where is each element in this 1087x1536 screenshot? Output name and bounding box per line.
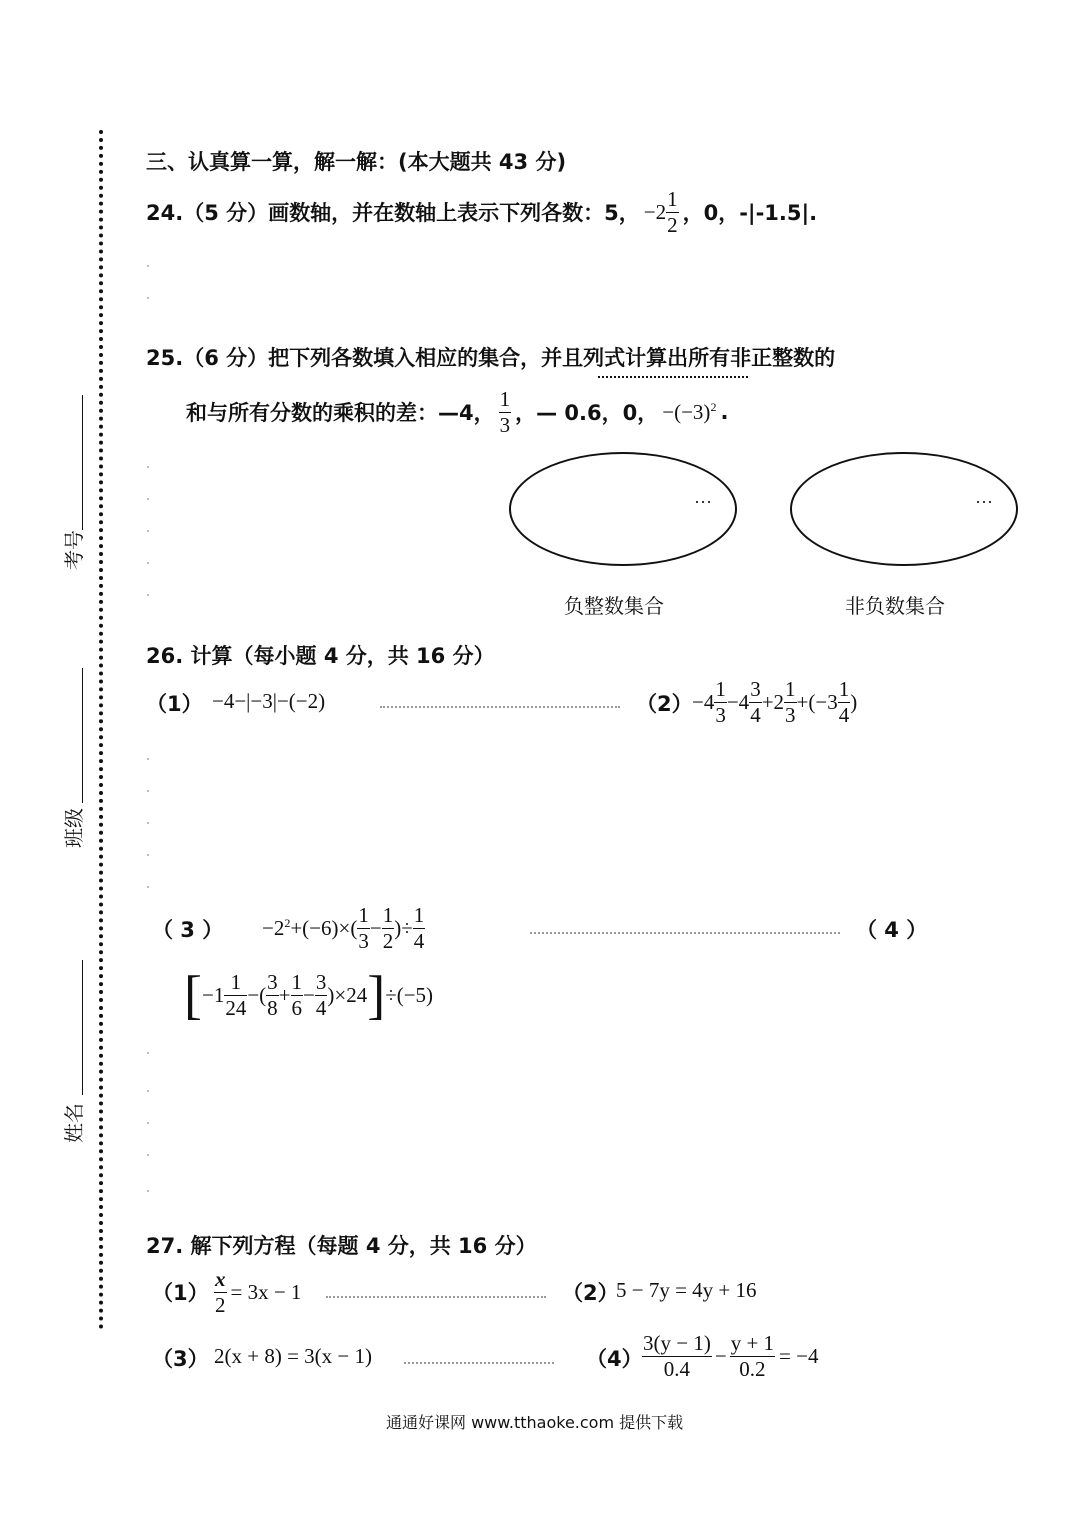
scan-dot xyxy=(147,530,149,532)
scan-dot xyxy=(147,886,149,888)
scan-dot xyxy=(147,1190,149,1192)
q24-mixed-number: −2 $\frac{1}{2}$ xyxy=(643,187,678,237)
scan-dot xyxy=(147,466,149,468)
class-underline xyxy=(82,668,83,803)
scan-dot xyxy=(147,498,149,500)
footer-text: 通通好课网 www.tthaoke.com 提供下载 xyxy=(386,1413,684,1432)
q27-eq4-label: （4） xyxy=(586,1347,643,1371)
scan-dot xyxy=(147,822,149,824)
class-label: 班级 xyxy=(62,808,86,848)
scan-dot xyxy=(147,297,149,299)
q27-eq2-expr: 5 − 7y = 4y + 16 xyxy=(616,1278,757,1302)
scan-dot xyxy=(147,1154,149,1156)
q24-lead: 24.（5 分）画数轴，并在数轴上表示下列各数：5， xyxy=(146,201,640,225)
dot-leader xyxy=(326,1296,546,1298)
q25-last-number: $-(-3)^2$ xyxy=(662,399,717,424)
set2-ellipsis: ··· xyxy=(975,492,993,512)
q27-eq2-label: （2） xyxy=(562,1281,619,1305)
scan-dot xyxy=(147,1122,149,1124)
q27-eq1-expr: $\frac{x}{2}$ = 3x − 1 xyxy=(215,1267,302,1317)
q26-part3-label: （ 3 ） xyxy=(152,918,224,942)
question-26-title: 26. 计算（每小题 4 分，共 16 分） xyxy=(146,644,495,668)
set1-label: 负整数集合 xyxy=(564,594,664,618)
name-label: 姓名 xyxy=(62,1103,86,1143)
q26-part3-expr: $-2^2+(-6)\times$( $\frac{1}{3}$ − $\frac{1}{2}$ )÷ $\frac{1}{4}$ xyxy=(262,903,425,953)
set1-ellipsis: ··· xyxy=(694,492,712,512)
q25-fraction: $\frac{1}{3}$ xyxy=(499,387,511,437)
emphasis-dots xyxy=(598,370,748,378)
scan-dot xyxy=(147,562,149,564)
q26-part2-label: （2） xyxy=(636,692,693,716)
scan-dot xyxy=(147,854,149,856)
q26-part2-expr: −4 $\frac{1}{3}$ −4 $\frac{3}{4}$ +2 $\frac{1}{3}$ +(−3 $\frac{1}{4}$ ) xyxy=(692,677,858,727)
question-25-line2: 和与所有分数的乘积的差：—4， $\frac{1}{3}$ ，— 0.6，0， $-(-3)^2$ . xyxy=(186,387,729,437)
scan-dot xyxy=(147,758,149,760)
question-24 xyxy=(146,182,817,242)
scan-dot xyxy=(147,790,149,792)
scan-dot xyxy=(147,1052,149,1054)
name-underline xyxy=(82,960,83,1095)
question-25-line1: 25.（6 分）把下列各数填入相应的集合，并且列式计算出所有非正整数的 xyxy=(146,346,836,370)
question-27-title: 27. 解下列方程（每题 4 分，共 16 分） xyxy=(146,1234,537,1258)
q27-eq3-expr: 2(x + 8) = 3(x − 1) xyxy=(214,1344,373,1368)
exam-no-label: 考号 xyxy=(62,530,86,570)
dot-leader xyxy=(404,1362,554,1364)
q26-part4-expr: [ −1 $\frac{1}{24}$ −( $\frac{3}{8}$ + $\frac{1}{6}$ − $\frac{3}{4}$ )×24 ] ÷(−5) xyxy=(184,965,434,1025)
scan-dot xyxy=(147,594,149,596)
binding-dotted-line xyxy=(99,130,103,1330)
dot-leader xyxy=(380,706,620,708)
exam-no-underline xyxy=(82,395,83,530)
section-title: 三、认真算一算，解一解：(本大题共 43 分) xyxy=(146,150,567,174)
q26-part4-label: （ 4 ） xyxy=(856,918,928,942)
set2-label: 非负数集合 xyxy=(845,594,945,618)
q27-eq3-label: （3） xyxy=(152,1347,209,1371)
scan-dot xyxy=(147,1090,149,1092)
scan-dot xyxy=(147,265,149,267)
q27-eq4-expr: $\frac{3(y - 1)}{0.4}$ − $\frac{y + 1}{0.2}$ = −4 xyxy=(643,1331,819,1381)
q27-eq1-label: （1） xyxy=(152,1281,209,1305)
dot-leader xyxy=(530,932,840,934)
q26-part1-expr: −4−|−3|−(−2) xyxy=(212,689,326,713)
q26-part1-label: （1） xyxy=(146,692,203,716)
q24-tail: ，0，-|-1.5|. xyxy=(682,201,818,225)
